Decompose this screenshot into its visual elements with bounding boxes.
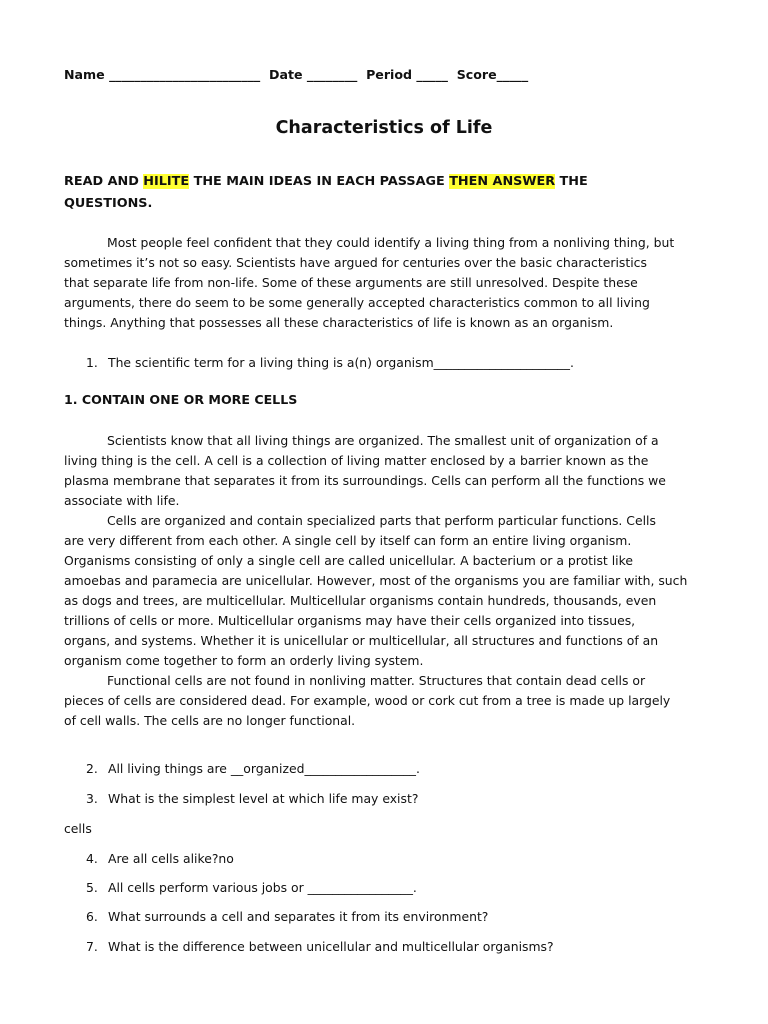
passage-line: organism come together to form an orderly living system. — [64, 653, 424, 668]
intro-line: sometimes it’s not so easy. Scientists have argued for centuries over the basic characteristics — [64, 255, 647, 270]
question-text: All living things are __organized__________________. — [108, 761, 420, 776]
score-label: Score — [456, 67, 497, 82]
instr-part1: READ AND — [64, 174, 144, 189]
passage-line: Functional cells are not found in nonliving matter. Structures that contain dead cells or — [107, 673, 646, 688]
passage-line: living thing is the cell. A cell is a collection of living matter enclosed by a barrier known as the — [64, 453, 649, 468]
passage-line: are very different from each other. A single cell by itself can form an entire living organism. — [64, 533, 632, 548]
score-blank[interactable]: _____ — [496, 67, 529, 82]
intro-line: things. Anything that possesses all these characteristics of life is known as an organism. — [64, 315, 614, 330]
question-text: All cells perform various jobs or _________________. — [108, 880, 417, 895]
intro-line: Most people feel confident that they could identify a living thing from a nonliving thing, but — [107, 235, 675, 250]
section-heading-cells: 1. CONTAIN ONE OR MORE CELLS — [64, 392, 298, 407]
passage-line: Scientists know that all living things are organized. The smallest unit of organization of a — [107, 433, 659, 448]
question-2[interactable] — [86, 761, 420, 776]
passage-line: Organisms consisting of only a single cell are called unicellular. A bacterium or a protist like — [64, 553, 633, 568]
question-number: 7. — [86, 939, 98, 954]
question-6[interactable] — [86, 909, 488, 924]
question-number: 6. — [86, 909, 98, 924]
intro-line: arguments, there do seem to be some generally accepted characteristics common to all living — [64, 295, 650, 310]
intro-line: that separate life from non-life. Some of these arguments are still unresolved. Despite these — [64, 275, 638, 290]
question-number: 5. — [86, 880, 98, 895]
question-text: The scientific term for a living thing is a(n) organism______________________. — [108, 355, 574, 370]
instr-highlight-hilite: HILITE — [143, 174, 190, 189]
question-text: Are all cells alike?no — [108, 851, 234, 866]
period-label: Period — [366, 67, 413, 82]
cells-passage — [64, 431, 704, 731]
header-fields — [64, 67, 528, 82]
question-text: What is the simplest level at which life may exist? — [108, 791, 419, 806]
intro-paragraph — [64, 233, 704, 333]
question-5[interactable] — [86, 880, 417, 895]
question-text: What surrounds a cell and separates it from its environment? — [108, 909, 489, 924]
date-blank[interactable]: ________ — [306, 67, 358, 82]
question-1[interactable] — [86, 355, 574, 370]
answer-3[interactable]: cells — [64, 821, 92, 836]
question-3[interactable] — [86, 791, 418, 806]
instr-part3: THE — [555, 174, 588, 189]
instructions — [64, 171, 588, 215]
passage-line: of cell walls. The cells are no longer functional. — [64, 713, 356, 728]
question-4[interactable] — [86, 851, 234, 866]
question-number: 1. — [86, 355, 98, 370]
passage-line: plasma membrane that separates it from its surroundings. Cells can perform all the functions we — [64, 473, 666, 488]
instr-line2: QUESTIONS. — [64, 196, 153, 211]
passage-line: organs, and systems. Whether it is unicellular or multicellular, all structures and functions of an — [64, 633, 659, 648]
question-number: 4. — [86, 851, 98, 866]
name-blank[interactable]: ________________________ — [109, 67, 261, 82]
passage-line: trillions of cells or more. Multicellular organisms may have their cells organized into tissues, — [64, 613, 636, 628]
date-label: Date — [269, 67, 303, 82]
passage-line: associate with life. — [64, 493, 180, 508]
question-text: What is the difference between unicellular and multicellular organisms? — [108, 939, 554, 954]
name-label: Name — [64, 67, 105, 82]
instr-highlight-then-answer: THEN ANSWER — [449, 174, 556, 189]
question-7[interactable] — [86, 939, 554, 954]
passage-line: pieces of cells are considered dead. For example, wood or cork cut from a tree is made up largely — [64, 693, 671, 708]
passage-line: amoebas and paramecia are unicellular. However, most of the organisms you are familiar with, such — [64, 573, 688, 588]
passage-line: as dogs and trees, are multicellular. Multicellular organisms contain hundreds, thousands, even — [64, 593, 657, 608]
page-title: Characteristics of Life — [275, 118, 493, 138]
instr-part2: THE MAIN IDEAS IN EACH PASSAGE — [189, 174, 450, 189]
question-number: 3. — [86, 791, 98, 806]
period-blank[interactable]: _____ — [416, 67, 448, 82]
passage-line: Cells are organized and contain specialized parts that perform particular functions. Cells — [107, 513, 656, 528]
question-number: 2. — [86, 761, 98, 776]
